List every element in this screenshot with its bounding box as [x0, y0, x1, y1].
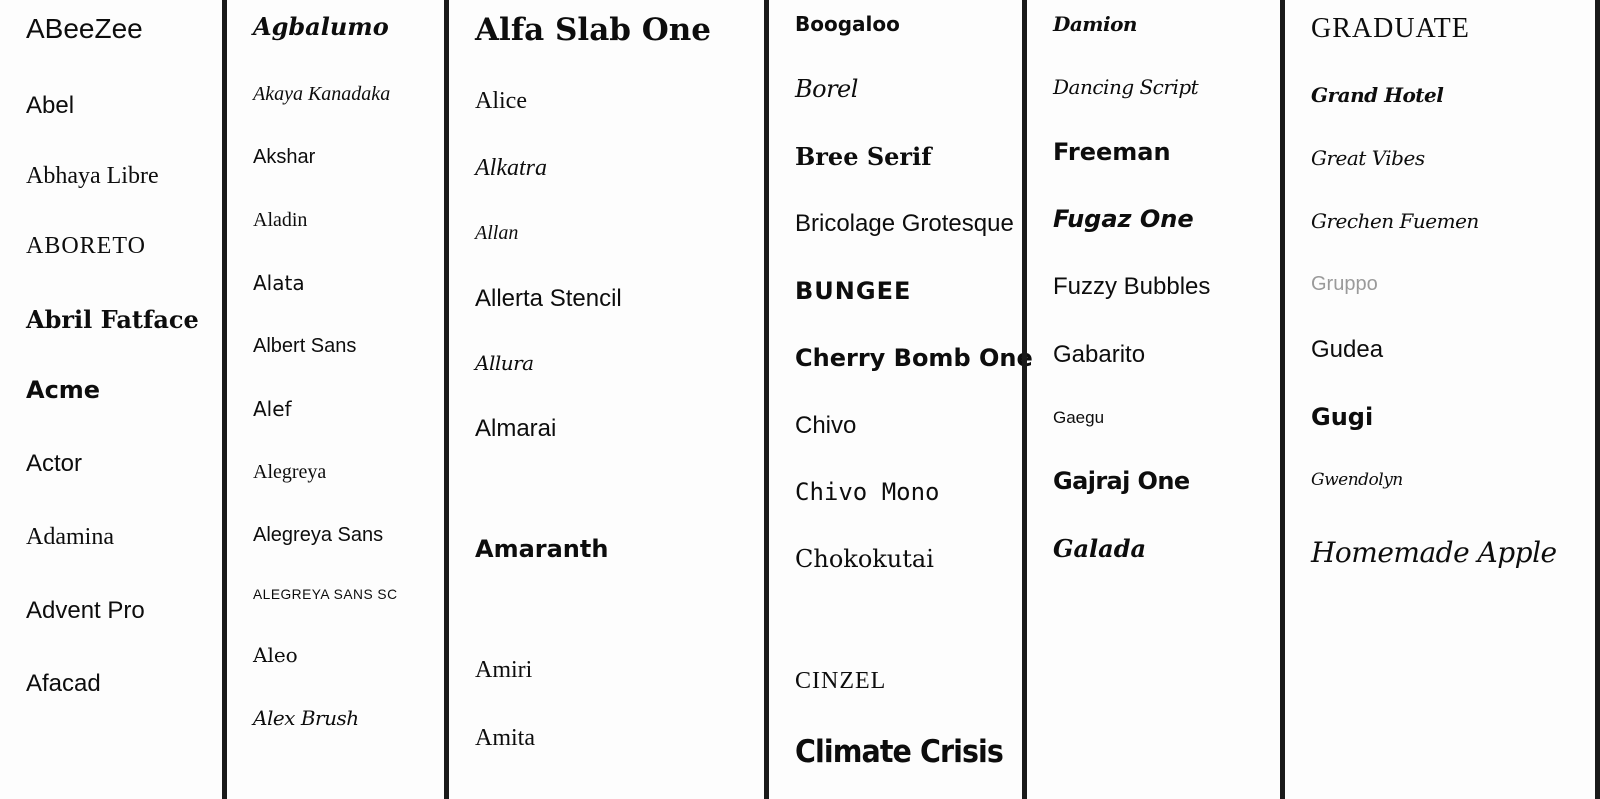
font-name-item[interactable]: Actor	[26, 450, 83, 478]
font-name-item[interactable]: Chivo Mono	[795, 478, 940, 507]
font-name-item[interactable]: Amiri	[475, 657, 533, 684]
font-name-item[interactable]: Cherry Bomb One	[795, 343, 1033, 372]
font-name-item[interactable]: Abhaya Libre	[26, 162, 159, 189]
font-name-item[interactable]: Alkatra	[475, 154, 547, 181]
font-name-item[interactable]: Agbalumo	[253, 12, 389, 41]
font-name-item[interactable]: ALEGREYA SANS SC	[253, 587, 398, 603]
font-name-item[interactable]: Amaranth	[475, 535, 609, 564]
font-column-4	[764, 0, 1033, 799]
font-name-item[interactable]: Grechen Fuemen	[1311, 209, 1479, 234]
font-name-item[interactable]: Great Vibes	[1311, 146, 1425, 171]
font-name-item[interactable]: Alef	[253, 397, 292, 422]
font-name-item[interactable]: Fuzzy Bubbles	[1053, 273, 1211, 301]
font-name-item[interactable]: Abel	[26, 92, 75, 120]
font-column-5	[1022, 0, 1280, 799]
font-name-item[interactable]: Bree Serif	[795, 142, 932, 172]
font-name-item[interactable]: Allerta Stencil	[475, 284, 622, 312]
font-name-item[interactable]: BUNGEE	[795, 276, 912, 305]
font-name-item[interactable]: Advent Pro	[26, 596, 145, 624]
font-name-item[interactable]: Gabarito	[1053, 340, 1146, 368]
font-name-item[interactable]: Afacad	[26, 669, 101, 697]
font-name-item[interactable]: Alata	[253, 271, 305, 296]
font-name-item[interactable]: Alegreya Sans	[253, 524, 384, 547]
font-name-item[interactable]: CINZEL	[795, 667, 887, 694]
font-name-item[interactable]: Aladin	[253, 209, 308, 232]
sheet-edge-rule	[1595, 0, 1600, 799]
font-name-item[interactable]: Alegreya	[253, 461, 327, 484]
font-column-3	[444, 0, 764, 799]
font-name-item[interactable]: Allan	[475, 221, 519, 244]
font-name-item[interactable]: Alfa Slab One	[475, 12, 712, 48]
font-name-item[interactable]: ABeeZee	[26, 13, 143, 44]
font-name-item[interactable]: Borel	[795, 75, 858, 103]
font-name-item[interactable]: Adamina	[26, 523, 114, 550]
font-name-item[interactable]: Boogaloo	[795, 12, 900, 36]
font-name-item[interactable]: Gruppo	[1311, 273, 1378, 296]
font-name-item[interactable]: Akshar	[253, 146, 316, 169]
font-name-item[interactable]: Freeman	[1053, 138, 1171, 166]
font-name-item[interactable]: Amita	[475, 724, 535, 751]
font-name-item[interactable]: Abril Fatface	[26, 304, 199, 334]
font-name-item[interactable]: Aleo	[253, 642, 298, 667]
font-name-item[interactable]: Alex Brush	[253, 705, 359, 730]
font-name-item[interactable]: Gugi	[1311, 402, 1374, 431]
font-column-2	[222, 0, 444, 799]
font-name-item[interactable]: Bricolage Grotesque	[795, 210, 1014, 238]
font-name-item[interactable]: Gwendolyn	[1311, 469, 1403, 490]
font-name-item[interactable]: Gaegu	[1053, 407, 1105, 427]
font-name-item[interactable]: Fugaz One	[1053, 205, 1194, 234]
font-name-item[interactable]: Allura	[475, 351, 534, 376]
font-name-item[interactable]: Akaya Kanadaka	[253, 83, 391, 106]
font-name-item[interactable]: Albert Sans	[253, 335, 357, 358]
font-name-item[interactable]: Grand Hotel	[1311, 83, 1444, 108]
font-name-item[interactable]: Damion	[1053, 12, 1137, 36]
font-column-1	[0, 0, 222, 799]
font-name-item[interactable]: Dancing Script	[1053, 75, 1199, 99]
font-name-item[interactable]: Climate Crisis	[795, 733, 1003, 770]
font-column-6	[1280, 0, 1595, 799]
font-name-item[interactable]: Gajraj One	[1053, 466, 1190, 495]
font-name-item[interactable]: ABORETO	[26, 232, 146, 259]
font-name-item[interactable]: Acme	[26, 376, 101, 405]
font-name-item[interactable]: Gudea	[1311, 336, 1384, 364]
font-name-item[interactable]: Galada	[1053, 533, 1147, 563]
font-name-item[interactable]: Chokokutai	[795, 545, 934, 574]
font-name-item[interactable]: Alice	[475, 87, 527, 114]
font-name-item[interactable]: Almarai	[475, 415, 557, 443]
font-name-item[interactable]: Chivo	[795, 411, 857, 439]
font-name-item[interactable]: GRADUATE	[1311, 13, 1470, 44]
font-name-item[interactable]: Homemade Apple	[1311, 535, 1557, 569]
